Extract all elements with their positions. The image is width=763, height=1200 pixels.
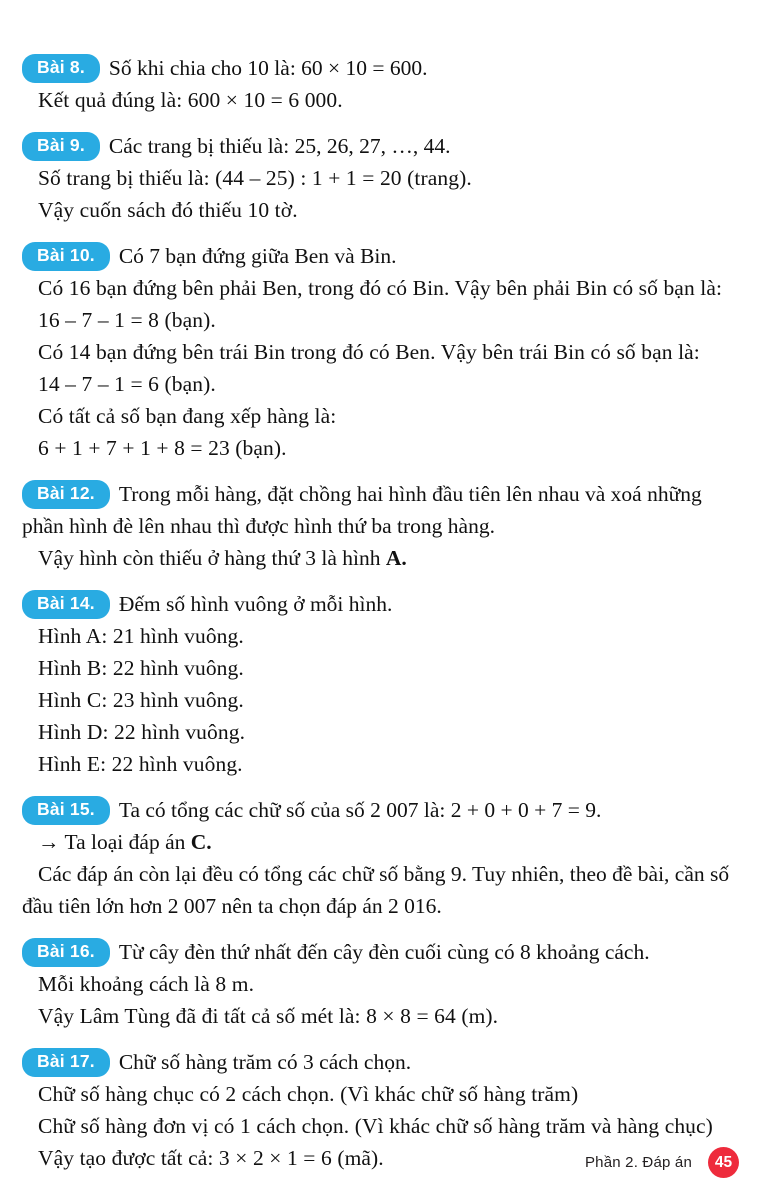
exercise-paragraph-text: → Ta loại đáp án	[38, 830, 191, 854]
exercise-line: Hình C: 23 hình vuông.	[38, 688, 244, 712]
exercise-badge: Bài 8.	[22, 54, 100, 83]
exercise-lead-line	[22, 794, 735, 826]
page-number-badge: 45	[708, 1147, 739, 1178]
footer-section-label: Phần 2. Đáp án	[584, 1154, 692, 1171]
exercise-lead-line	[22, 936, 735, 968]
exercise-badge: Bài 10.	[22, 242, 110, 271]
exercise-lead-line	[22, 240, 735, 272]
exercise-badge: Bài 15.	[22, 796, 110, 825]
exercise-lead-text: Số khi chia cho 10 là: 60 × 10 = 600.	[108, 56, 428, 80]
exercise-badge: Bài 14.	[22, 590, 110, 619]
exercise-line: Có 16 bạn đứng bên phải Ben, trong đó có Bin. Vậy bên phải Bin có số bạn là:	[38, 276, 723, 300]
exercise-lead-line	[22, 130, 735, 162]
exercise-block-bai-15	[22, 794, 735, 922]
exercise-answer-letter: C.	[190, 830, 212, 854]
exercise-lead-text: Ta có tổng các chữ số của số 2 007 là: 2 + 0 + 0 + 7 = 9.	[118, 798, 602, 822]
exercise-block-bai-8	[22, 52, 735, 116]
exercise-lead-text: Các trang bị thiếu là: 25, 26, 27, …, 44.	[108, 134, 451, 158]
exercise-block-bai-9	[22, 130, 735, 226]
exercise-line: Số trang bị thiếu là: (44 – 25) : 1 + 1 = 20 (trang).	[38, 166, 472, 190]
exercise-block-bai-12	[22, 478, 735, 574]
exercise-lead-text: Trong mỗi hàng, đặt chồng hai hình đầu tiên lên nhau và xoá những phần hình đè lên nhau thì được hình thứ ba trong hàng.	[22, 482, 702, 538]
exercise-badge: Bài 9.	[22, 132, 100, 161]
exercise-line: 14 – 7 – 1 = 6 (bạn).	[38, 372, 216, 396]
exercise-line: Vậy cuốn sách đó thiếu 10 tờ.	[38, 198, 298, 222]
exercise-lead-line	[22, 478, 735, 542]
exercise-lead-line	[22, 1046, 735, 1078]
exercise-badge: Bài 17.	[22, 1048, 110, 1077]
exercise-line: Hình B: 22 hình vuông.	[38, 656, 244, 680]
exercise-paragraph	[22, 542, 735, 574]
exercise-lead-text: Có 7 bạn đứng giữa Ben và Bin.	[118, 244, 397, 268]
exercise-lead-text: Đếm số hình vuông ở mỗi hình.	[118, 592, 393, 616]
exercise-line: Hình E: 22 hình vuông.	[38, 752, 243, 776]
exercise-line: Có 14 bạn đứng bên trái Bin trong đó có Ben. Vậy bên trái Bin có số bạn là:	[38, 340, 700, 364]
exercise-line: Hình A: 21 hình vuông.	[38, 624, 244, 648]
exercise-block-bai-10	[22, 240, 735, 464]
exercise-line: Vậy tạo được tất cả: 3 × 2 × 1 = 6 (mã).	[38, 1146, 384, 1170]
exercise-lead-line	[22, 588, 735, 620]
exercise-lead-line	[22, 52, 735, 84]
exercise-block-bai-14	[22, 588, 735, 780]
exercise-answer-letter: A.	[385, 546, 407, 570]
exercise-badge: Bài 12.	[22, 480, 110, 509]
exercise-line: Có tất cả số bạn đang xếp hàng là:	[38, 404, 337, 428]
exercise-line: Hình D: 22 hình vuông.	[38, 720, 246, 744]
exercise-block-bai-16	[22, 936, 735, 1032]
exercise-line: Kết quả đúng là: 600 × 10 = 6 000.	[38, 88, 343, 112]
exercise-line: Vậy Lâm Tùng đã đi tất cả số mét là: 8 × 8 = 64 (m).	[38, 1004, 499, 1028]
exercise-lead-text: Chữ số hàng trăm có 3 cách chọn.	[118, 1050, 412, 1074]
exercise-line: Mỗi khoảng cách là 8 m.	[38, 972, 255, 996]
exercise-paragraph	[22, 826, 735, 858]
exercise-line: 16 – 7 – 1 = 8 (bạn).	[38, 308, 216, 332]
exercise-line: Chữ số hàng đơn vị có 1 cách chọn. (Vì khác chữ số hàng trăm và hàng chục)	[38, 1114, 713, 1138]
exercise-line: 6 + 1 + 7 + 1 + 8 = 23 (bạn).	[38, 436, 287, 460]
exercise-badge: Bài 16.	[22, 938, 110, 967]
exercise-lead-text: Từ cây đèn thứ nhất đến cây đèn cuối cùng có 8 khoảng cách.	[118, 940, 650, 964]
exercise-paragraph-text: Vậy hình còn thiếu ở hàng thứ 3 là hình	[38, 546, 386, 570]
page-footer	[585, 1147, 739, 1178]
exercise-line: Chữ số hàng chục có 2 cách chọn. (Vì khác chữ số hàng trăm)	[38, 1082, 579, 1106]
exercise-paragraph: Các đáp án còn lại đều có tổng các chữ số bằng 9. Tuy nhiên, theo đề bài, cần số đầu tiên lớn hơn 2 007 nên ta chọn đáp án 2 016.	[22, 862, 730, 918]
